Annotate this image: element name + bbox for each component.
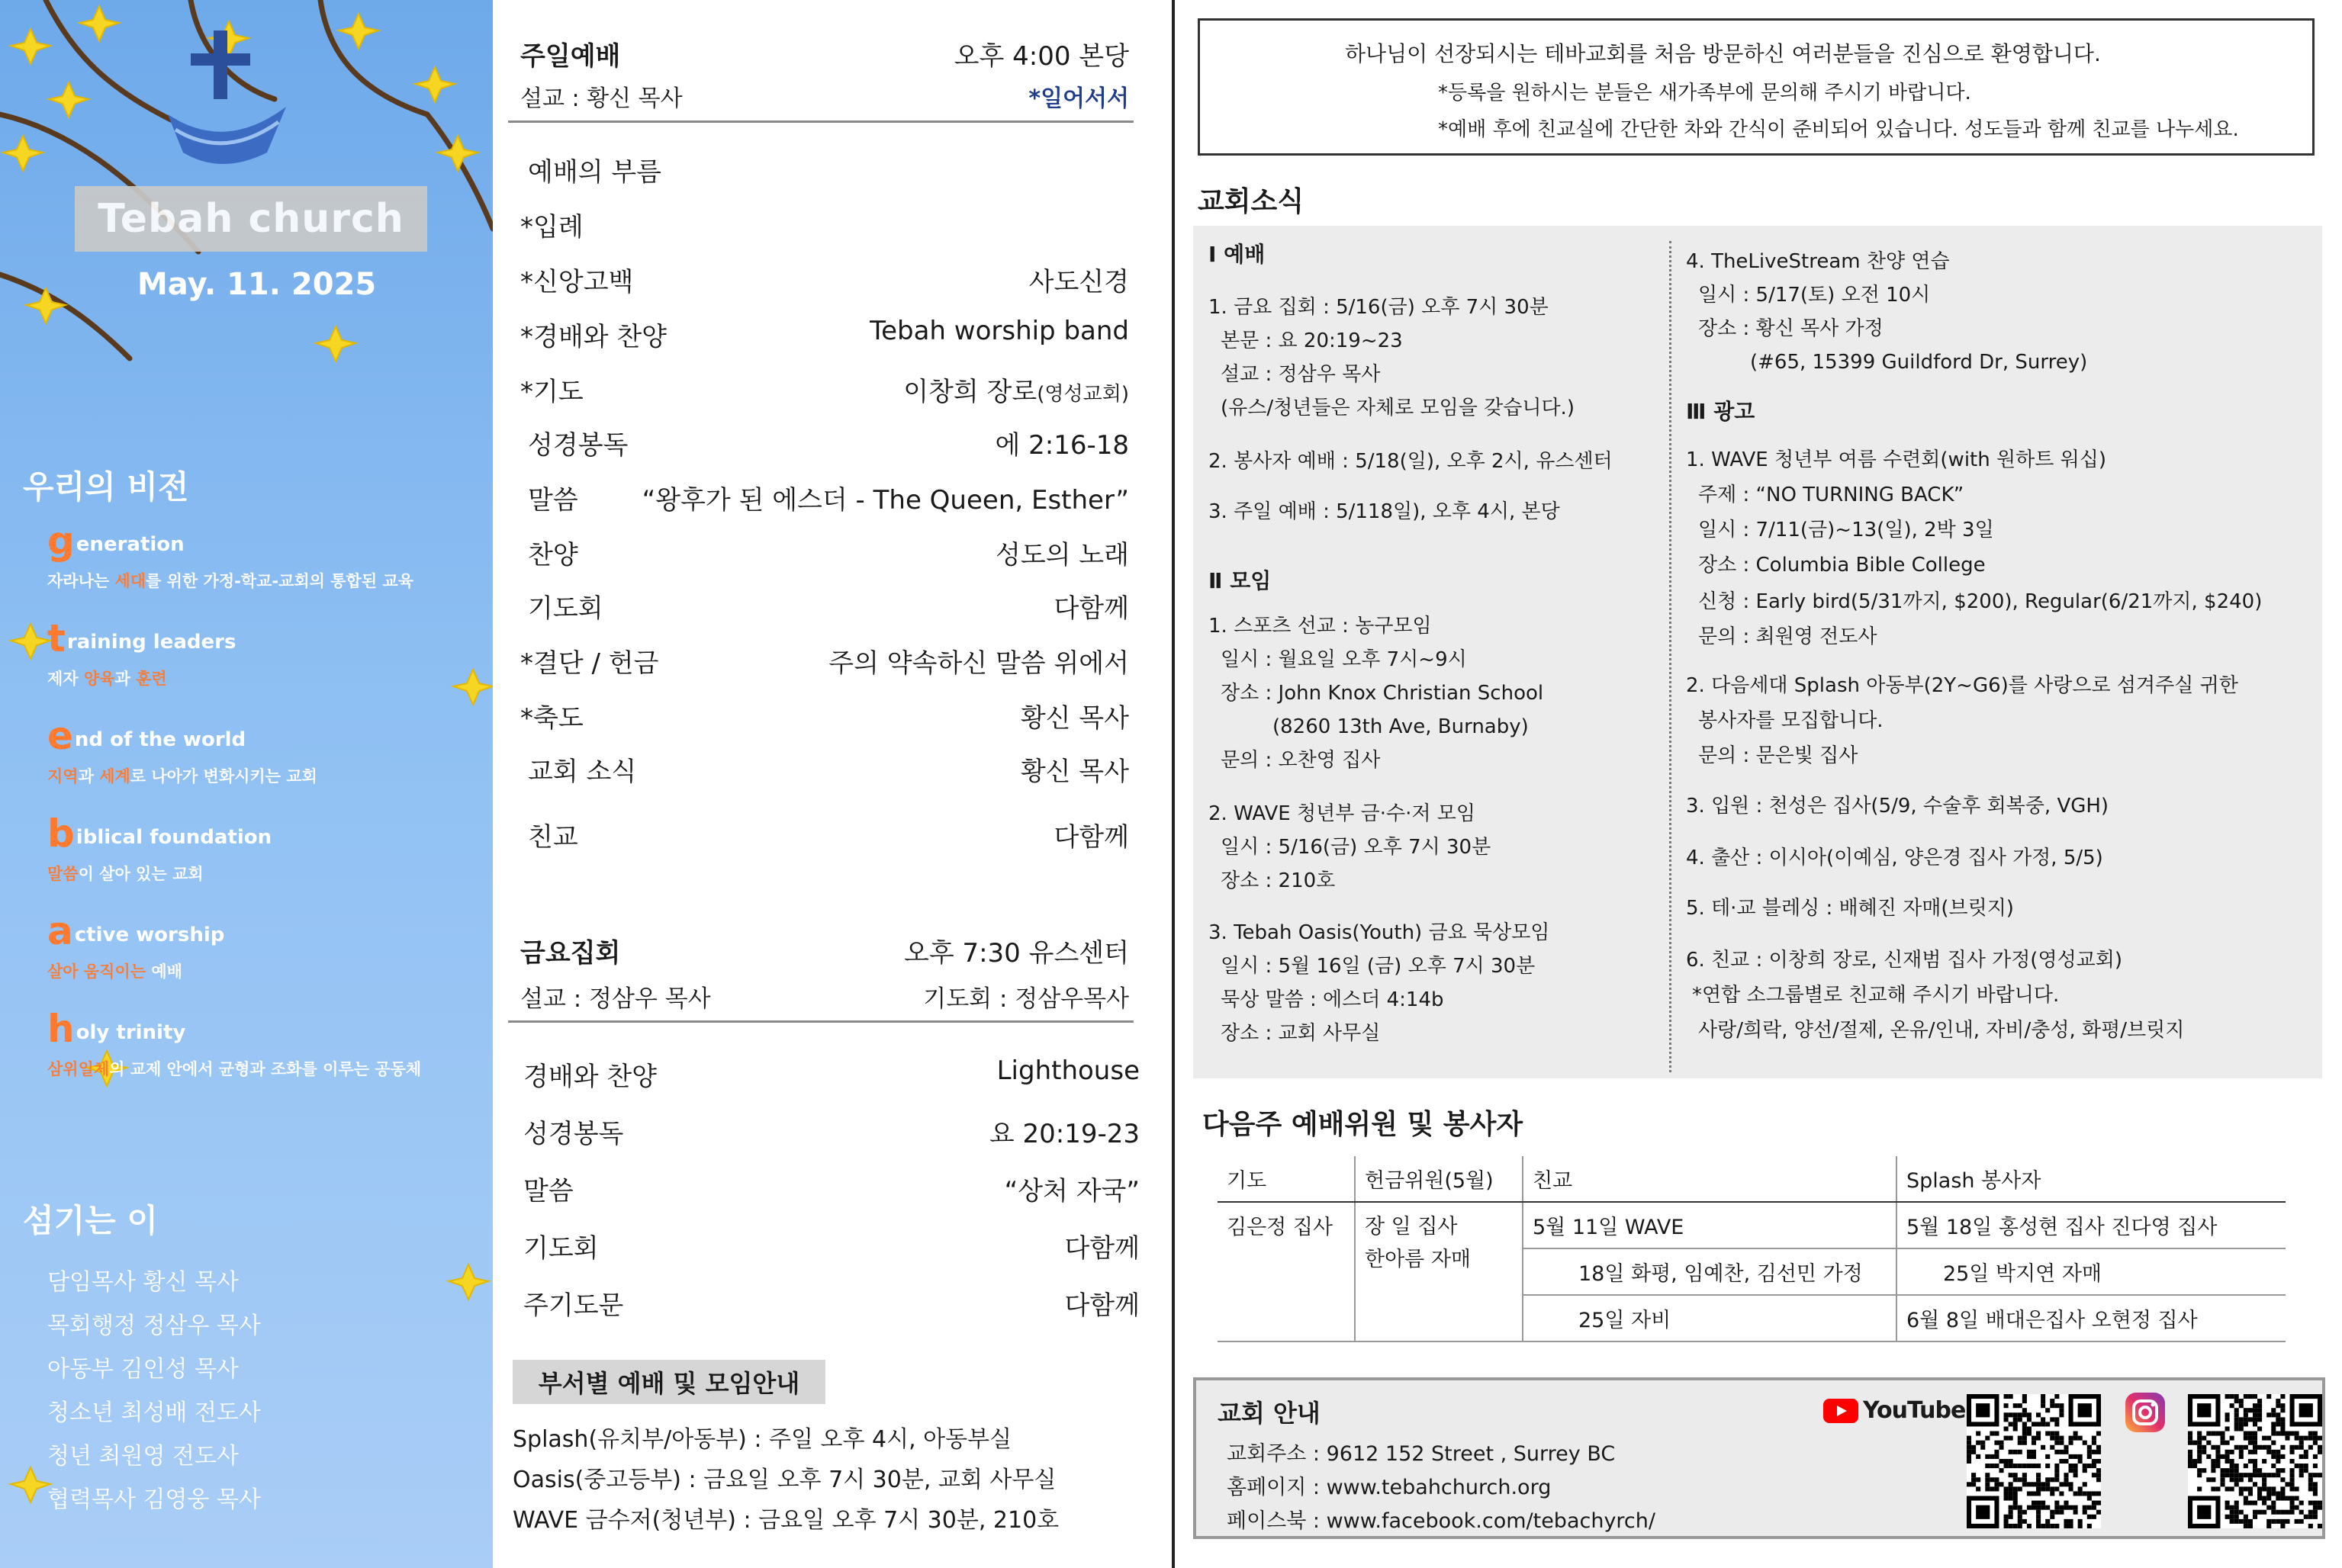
staff-member: 목회행정 정삼우 목사 xyxy=(47,1313,261,1339)
order-detail-text: 황신 목사 xyxy=(1020,757,1129,787)
dept-title: 부서별 예배 및 모임안내 xyxy=(513,1360,825,1404)
news-line: 5. 테·교 블레싱 : 배혜진 자매(브릿지) xyxy=(1686,897,2014,920)
vision-description xyxy=(47,764,475,787)
vision-heading xyxy=(47,714,475,758)
duty-fellowship-cell: 18일 화평, 임예찬, 김선민 가정 xyxy=(1523,1248,1896,1295)
order-detail xyxy=(1021,697,1129,734)
sunday-divider xyxy=(508,120,1134,123)
vision-word: iblical foundation xyxy=(76,826,272,849)
vision-heading xyxy=(47,811,475,856)
order-detail xyxy=(642,479,1129,516)
order-detail: Lighthouse xyxy=(996,1056,1140,1086)
order-detail-text: 이창희 장로 xyxy=(903,377,1037,407)
order-detail: “상처 자국” xyxy=(1004,1176,1140,1207)
vision-description xyxy=(47,667,475,689)
vision-desc-part: 과 xyxy=(114,670,137,688)
order-detail: 다함께 xyxy=(1064,1290,1140,1321)
vision-desc-part: 말씀 xyxy=(47,865,79,883)
order-detail: 요 20:19-23 xyxy=(989,1119,1140,1149)
order-detail: 다함께 xyxy=(1064,1233,1140,1264)
vision-item xyxy=(47,616,475,689)
news-panel xyxy=(1175,0,2342,1568)
church-logo-icon xyxy=(153,23,298,175)
news-section-heading: Ⅲ 광고 xyxy=(1686,399,1755,424)
order-detail-text: 황신 목사 xyxy=(1020,703,1129,734)
news-line: 3. 입원 : 천성은 집사(5/9, 수술후 회복중, VGH) xyxy=(1686,795,2109,818)
vision-item xyxy=(47,714,475,787)
welcome-line-2: *등록을 원하시는 분들은 새가족부에 문의해 주시기 바랍니다. xyxy=(1438,82,1971,104)
duty-splash-cell: 25일 박지연 자매 xyxy=(1896,1248,2286,1295)
info-title: 교회 안내 xyxy=(1218,1399,1321,1428)
welcome-line-3: *예배 후에 친교실에 간단한 차와 간식이 준비되어 있습니다. 성도들과 함께 친교를 나누세요. xyxy=(1438,118,2239,141)
order-detail xyxy=(870,316,1129,353)
vision-desc-part: 지역 xyxy=(47,767,79,786)
news-line: *연합 소그룹별로 친교해 주시기 바랍니다. xyxy=(1692,984,2060,1007)
order-detail-text: 에 2:16-18 xyxy=(995,430,1129,461)
order-item: *경배와 찬양 xyxy=(520,322,668,352)
news-line: (8260 13th Ave, Burnaby) xyxy=(1272,715,1529,738)
sunday-preacher: 설교 : 황신 목사 xyxy=(520,85,683,112)
offering-member: 한아름 자매 xyxy=(1365,1248,1471,1272)
order-detail-text: Tebah worship band xyxy=(870,316,1129,346)
vision-description xyxy=(47,959,475,982)
friday-header xyxy=(520,932,1129,969)
dept-item: WAVE 금수저(청년부) : 금요일 오후 7시 30분, 210호 xyxy=(513,1507,1060,1534)
order-detail xyxy=(995,424,1129,461)
news-line: 장소 : 교회 사무실 xyxy=(1221,1022,1381,1045)
vision-item xyxy=(47,1007,475,1080)
staff-member: 협력목사 김영웅 목사 xyxy=(47,1486,261,1513)
news-title: 교회소식 xyxy=(1198,186,1305,217)
vision-desc-part: 를 위한 가정-학교-교회의 통합된 교육 xyxy=(146,572,414,590)
vision-desc-part: 세계 xyxy=(99,767,130,786)
order-row xyxy=(528,479,1129,516)
news-section-heading: Ⅰ 예배 xyxy=(1208,242,1266,267)
duty-fellowship-cell: 5월 11일 WAVE xyxy=(1523,1202,1896,1248)
vision-word: nd of the world xyxy=(74,728,246,751)
left-cover-panel xyxy=(0,0,493,1568)
vision-word: raining leaders xyxy=(66,631,236,654)
news-column-separator xyxy=(1669,241,1671,1072)
order-item: 경배와 찬양 xyxy=(523,1062,658,1092)
order-item: *기도 xyxy=(520,377,584,407)
church-info-box xyxy=(1193,1377,2325,1539)
duty-fellowship-cell: 25일 자비 xyxy=(1523,1295,1896,1341)
order-detail xyxy=(996,534,1129,571)
friday-preacher: 설교 : 정삼우 목사 xyxy=(520,985,711,1013)
staff-member: 아동부 김인성 목사 xyxy=(47,1356,239,1383)
order-row xyxy=(528,534,1129,571)
vision-heading xyxy=(47,1007,475,1051)
news-line: 문의 : 최원영 전도사 xyxy=(1698,625,1877,648)
church-name-banner xyxy=(75,186,427,252)
order-item: 말씀 xyxy=(528,485,578,516)
order-detail-text: 다함께 xyxy=(1054,822,1129,853)
vision-description xyxy=(47,1057,475,1080)
vision-initial: e xyxy=(47,714,73,758)
sunday-title: 주일예배 xyxy=(520,41,621,72)
order-detail xyxy=(828,642,1129,680)
order-item: 친교 xyxy=(528,822,578,853)
news-line: 1. WAVE 청년부 여름 수련회(with 원하트 워십) xyxy=(1686,448,2106,471)
news-line: 일시 : 월요일 오후 7시~9시 xyxy=(1221,648,1467,671)
vision-desc-part: 훈련 xyxy=(136,670,167,688)
order-row xyxy=(520,371,1129,408)
order-row xyxy=(523,1056,1140,1093)
sunday-subheader xyxy=(520,79,1129,113)
duty-header-prayer: 기도 xyxy=(1218,1156,1355,1202)
duty-header-row xyxy=(1218,1156,2286,1202)
staff-member: 청소년 최성배 전도사 xyxy=(47,1399,261,1426)
sunday-header xyxy=(520,35,1129,72)
vision-word: ctive worship xyxy=(74,924,225,946)
news-line: 문의 : 문은빛 집사 xyxy=(1698,744,1858,767)
vision-description xyxy=(47,862,475,885)
order-row xyxy=(523,1284,1140,1322)
order-detail-text: 사도신경 xyxy=(1028,267,1129,297)
instagram-qr-code[interactable] xyxy=(2188,1394,2322,1528)
vision-desc-part: 로 나아가 변화시키는 교회 xyxy=(130,767,317,786)
news-line: 장소 : 210호 xyxy=(1221,869,1336,892)
order-detail xyxy=(1021,750,1129,788)
friday-divider xyxy=(508,1020,1134,1023)
friday-time: 오후 7:30 유스센터 xyxy=(903,938,1129,969)
duty-header-fellowship: 친교 xyxy=(1523,1156,1896,1202)
news-section-heading: Ⅱ 모임 xyxy=(1208,568,1272,593)
bulletin-date: May. 11. 2025 xyxy=(137,267,377,302)
news-line: 4. TheLiveStream 찬양 연습 xyxy=(1686,250,1950,273)
order-row xyxy=(528,587,1129,625)
news-line: 일시 : 5월 16일 (금) 오후 7시 30분 xyxy=(1221,955,1536,978)
news-line: 일시 : 5/16(금) 오후 7시 30분 xyxy=(1221,836,1491,859)
order-item: 성경봉독 xyxy=(523,1119,624,1149)
order-detail-text: “왕후가 된 에스더 - The Queen, Esther” xyxy=(642,485,1129,516)
duty-prayer-cell: 김은정 집사 xyxy=(1218,1202,1355,1341)
offering-member: 장 일 집사 xyxy=(1365,1215,1458,1239)
info-homepage: 홈페이지 : www.tebahchurch.org xyxy=(1227,1476,1552,1499)
news-line: 3. Tebah Oasis(Youth) 금요 묵상모임 xyxy=(1208,921,1550,944)
order-row xyxy=(523,1227,1140,1264)
vision-desc-part: 과 xyxy=(78,767,100,786)
news-line: 1. 스포츠 선교 : 농구모임 xyxy=(1208,615,1432,638)
order-row xyxy=(523,1170,1140,1207)
vision-word: oly trinity xyxy=(76,1021,186,1044)
order-item: 성경봉독 xyxy=(528,430,629,461)
order-item: 기도회 xyxy=(528,593,603,624)
friday-prayer-leader: 기도회 : 정삼우목사 xyxy=(923,985,1129,1013)
dept-item: Oasis(중고등부) : 금요일 오후 7시 30분, 교회 사무실 xyxy=(513,1467,1057,1493)
vision-desc-part: 삼위일체 xyxy=(47,1060,110,1078)
order-row xyxy=(528,424,1129,461)
news-line: 2. WAVE 청년부 금·수·저 모임 xyxy=(1208,802,1475,825)
duty-table xyxy=(1218,1156,2286,1342)
vision-desc-part: 양육 xyxy=(83,670,115,688)
news-line: 장소 : John Knox Christian School xyxy=(1221,682,1544,705)
youtube-label: YouTube xyxy=(1863,1397,1966,1424)
news-line: 신청 : Early bird(5/31까지, $200), Regular(6/21까지, $240) xyxy=(1698,590,2263,613)
order-item: *신앙고백 xyxy=(520,267,634,297)
vision-initial: h xyxy=(47,1007,75,1051)
duty-header-offering: 헌금위원(5월) xyxy=(1355,1156,1523,1202)
order-detail-text: 다함께 xyxy=(1054,593,1129,624)
vision-heading xyxy=(47,616,475,660)
order-row xyxy=(520,642,1129,680)
vision-description xyxy=(47,569,475,592)
news-line: 4. 출산 : 이시아(이예심, 양은경 집사 가정, 5/5) xyxy=(1686,847,2103,869)
news-line: 2. 봉사자 예배 : 5/18(일), 오후 2시, 유스센터 xyxy=(1208,450,1613,473)
order-row xyxy=(520,261,1129,298)
vision-item xyxy=(47,519,475,592)
vision-desc-part: 이 살아 있는 교회 xyxy=(78,865,204,883)
welcome-box xyxy=(1198,18,2315,156)
order-item: *결단 / 헌금 xyxy=(520,648,659,679)
order-detail xyxy=(1054,816,1129,853)
staff-member: 담임목사 황신 목사 xyxy=(47,1269,239,1296)
news-line: 1. 금요 집회 : 5/16(금) 오후 7시 30분 xyxy=(1208,296,1549,319)
vision-initial: t xyxy=(47,616,66,660)
worship-order-panel xyxy=(493,0,1172,1568)
news-line: 일시 : 5/17(토) 오전 10시 xyxy=(1698,284,1931,307)
vision-desc-part: 예배 xyxy=(146,962,182,981)
news-line: 주제 : “NO TURNING BACK” xyxy=(1698,484,1964,506)
news-line: (유스/청년들은 자체로 모임을 갖습니다.) xyxy=(1221,397,1575,419)
vision-desc-part: 자라나는 xyxy=(47,572,115,590)
order-row xyxy=(520,697,1129,734)
stand-note: *일어서서 xyxy=(1028,85,1129,112)
order-item: 기도회 xyxy=(523,1233,599,1264)
order-item: 교회 소식 xyxy=(528,757,637,787)
vision-heading xyxy=(47,519,475,563)
vision-heading xyxy=(47,909,475,953)
news-line: 묵상 말씀 : 에스더 4:14b xyxy=(1221,988,1444,1011)
vision-initial: b xyxy=(47,811,75,856)
news-line: 6. 친교 : 이창희 장로, 신재범 집사 가정(영성교회) xyxy=(1686,949,2123,972)
news-line: 장소 : 황신 목사 가정 xyxy=(1698,317,1884,340)
order-item: *입례 xyxy=(520,212,584,243)
order-item: 찬양 xyxy=(528,540,578,570)
news-line: 사랑/희락, 양선/절제, 온유/인내, 자비/충성, 화평/브릿지 xyxy=(1698,1019,2185,1042)
order-detail-text: 성도의 노래 xyxy=(995,540,1129,570)
order-row xyxy=(520,206,1129,243)
order-row xyxy=(520,316,1129,353)
info-address: 교회주소 : 9612 152 Street , Surrey BC xyxy=(1227,1442,1616,1466)
youtube-icon xyxy=(1823,1399,1858,1423)
news-box xyxy=(1193,226,2322,1078)
vision-initial: a xyxy=(47,909,73,953)
dept-item: Splash(유치부/아동부) : 주일 오후 4시, 아동부실 xyxy=(513,1426,1012,1453)
vision-item xyxy=(47,811,475,885)
vision-desc-part: 의 교제 안에서 균형과 조화를 이루는 공동체 xyxy=(109,1060,422,1078)
table-row xyxy=(1218,1202,2286,1248)
news-line: 본문 : 요 20:19~23 xyxy=(1221,329,1403,352)
order-row xyxy=(528,151,1129,188)
friday-title: 금요집회 xyxy=(520,938,621,969)
vision-item xyxy=(47,909,475,982)
order-detail-note: (영성교회) xyxy=(1037,383,1129,406)
order-row xyxy=(528,750,1129,788)
order-detail xyxy=(1054,587,1129,625)
news-line: 일시 : 7/11(금)~13(일), 2박 3일 xyxy=(1698,519,1994,541)
news-line: 장소 : Columbia Bible College xyxy=(1698,554,1986,577)
order-item: *축도 xyxy=(520,703,584,734)
order-row xyxy=(523,1113,1140,1150)
duty-title: 다음주 예배위원 및 봉사자 xyxy=(1202,1109,1523,1140)
duty-splash-cell: 6월 8일 배대은집사 오현정 집사 xyxy=(1896,1295,2286,1341)
youtube-link[interactable] xyxy=(1823,1397,1965,1424)
order-row xyxy=(528,816,1129,853)
order-detail-text: 주의 약속하신 말씀 위에서 xyxy=(828,648,1129,679)
duty-header-splash: Splash 봉사자 xyxy=(1896,1156,2286,1202)
info-facebook: 페이스북 : www.facebook.com/tebachyrch/ xyxy=(1227,1509,1655,1533)
vision-desc-part: 살아 움직이는 xyxy=(47,962,146,981)
instagram-icon[interactable] xyxy=(2124,1391,2167,1434)
news-line: 문의 : 오찬영 집사 xyxy=(1221,749,1381,772)
duty-splash-cell: 5월 18일 홍성현 집사 진다영 집사 xyxy=(1896,1202,2286,1248)
news-line: 3. 주일 예배 : 5/118일), 오후 4시, 본당 xyxy=(1208,500,1560,523)
staff-title: 섬기는 이 xyxy=(23,1202,158,1239)
friday-subheader xyxy=(520,979,1129,1014)
church-name: Tebah church xyxy=(98,196,404,242)
youtube-qr-code[interactable] xyxy=(1967,1394,2101,1528)
order-item: 주기도문 xyxy=(523,1290,624,1321)
order-item: 말씀 xyxy=(523,1176,574,1207)
order-detail xyxy=(903,371,1129,408)
vision-word: eneration xyxy=(76,533,185,556)
vision-desc-part: 제자 xyxy=(47,670,84,688)
news-line: 봉사자를 모집합니다. xyxy=(1698,709,1884,732)
sunday-time: 오후 4:00 본당 xyxy=(954,41,1129,72)
vision-initial: g xyxy=(47,519,75,563)
vision-title: 우리의 비전 xyxy=(23,468,189,506)
order-detail xyxy=(1029,261,1129,298)
welcome-line-1: 하나님이 선장되시는 테바교회를 처음 방문하신 여러분들을 진심으로 환영합니다. xyxy=(1345,41,2101,66)
news-line: 설교 : 정삼우 목사 xyxy=(1221,363,1381,386)
duty-offering-cell xyxy=(1355,1202,1523,1341)
staff-member: 청년 최원영 전도사 xyxy=(47,1443,239,1470)
news-line: 2. 다음세대 Splash 아동부(2Y~G6)를 사랑으로 섬겨주실 귀한 xyxy=(1686,674,2238,697)
order-item: 예배의 부름 xyxy=(528,157,662,188)
vision-desc-part: 세대 xyxy=(114,572,146,590)
news-line: (#65, 15399 Guildford Dr, Surrey) xyxy=(1750,351,2088,374)
